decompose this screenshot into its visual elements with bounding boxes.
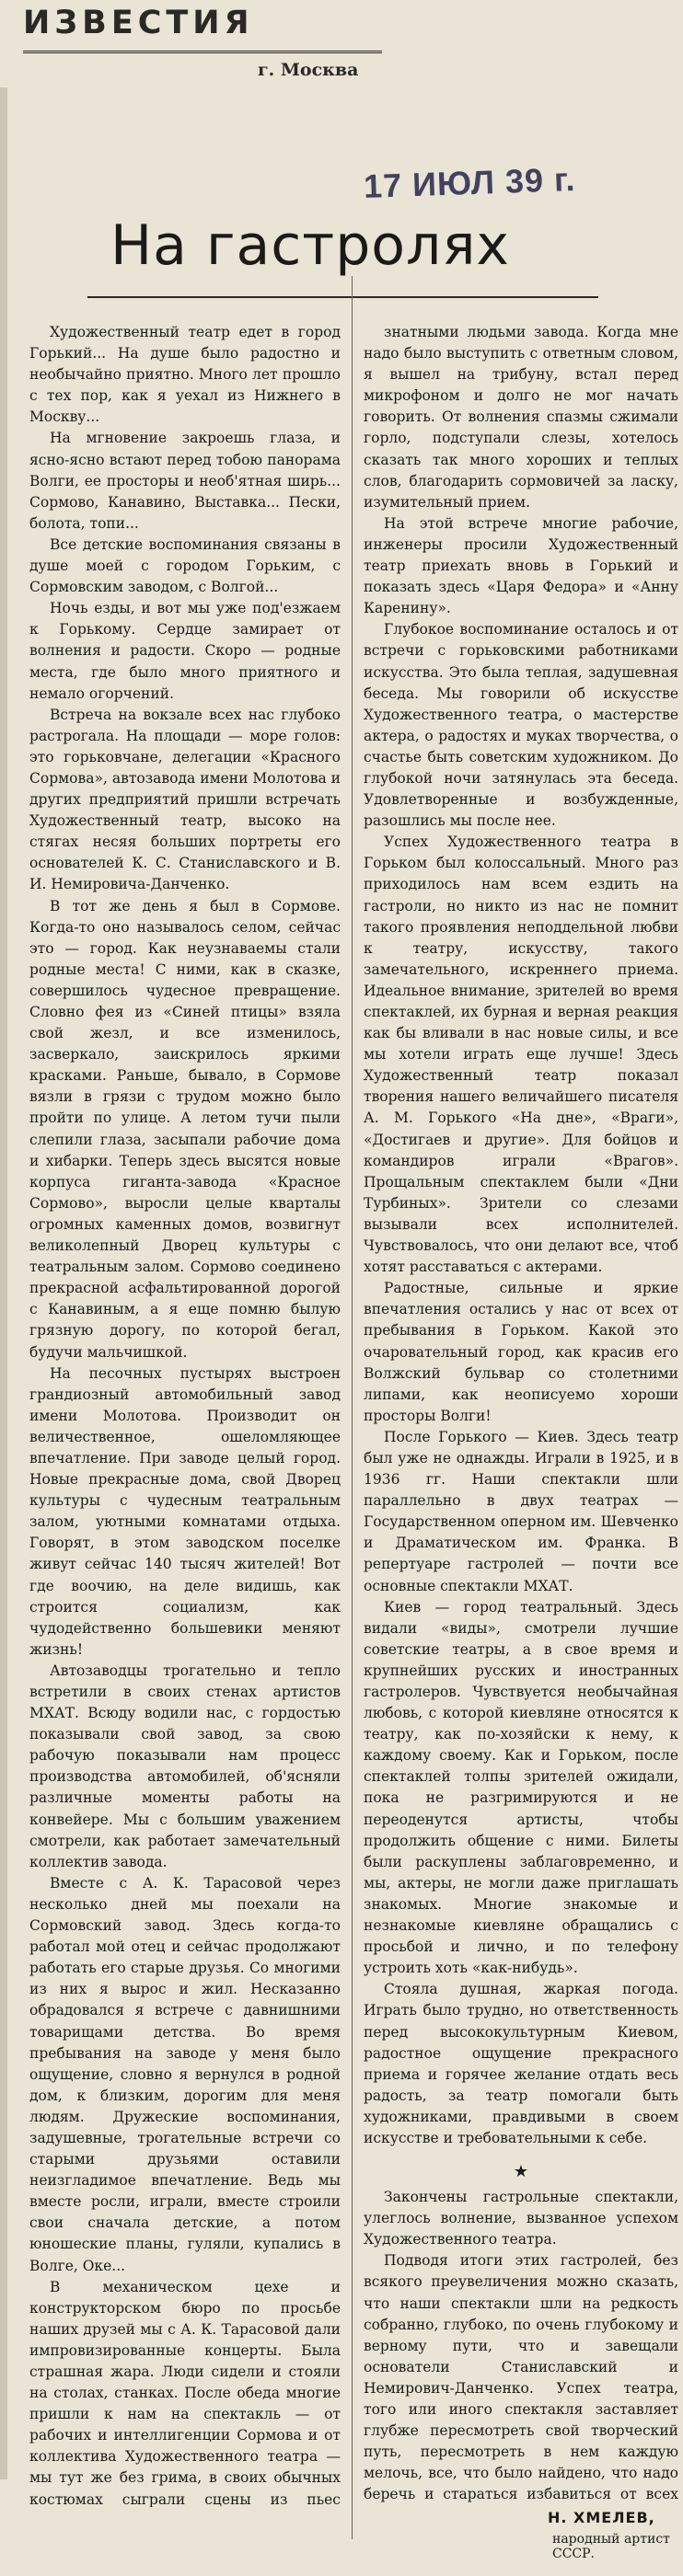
masthead-rule <box>23 51 382 53</box>
paragraph: знатными людьми завода. Когда мне надо было выступить с ответным словом, я вышел на трибуну, встал перед микрофоном и долго не мог начать говорить. От волнения спазмы сжимали горло, подступали слезы, хотелось сказать так много хороших и теплых слов, благодарить сормовичей за ласку, изумительный прием. <box>364 324 678 511</box>
article-column-2 <box>364 322 678 2502</box>
paragraph: В механическом цехе и конструкторском бюро по просьбе наших друзей мы с А. К. Тарасовой дали импровизированные концерты. Была страшная жара. Люди сидели и стояли на столах, станках. После обеда многие пришли к нам на спектакль — от рабочих и интеллигенции Сормова и от коллектива Художественного театра — мы тут же без грима, в своих обычных костюмах сыграли сцены из пьес <box>29 2278 341 2507</box>
article-headline: На гастролях <box>110 213 510 278</box>
paragraph: В тот же день я был в Сормове. Когда-то оно называлось селом, сейчас это — город. Как неузнаваемы стали родные места! С ними, как в сказке, совершилось чудесное превращение. Словно фея из «Синей птицы» взяла свой жезл, и все изменилось, засверкало, заискрилось яркими красками. Раньше, бывало, в Сормове вязли в грязи с трудом можно было пройти по улице. А летом тучи пыли слепили глаза, засыпали рабочие дома и хибарки. Теперь здесь высятся новые корпуса гиганта-завода «Красное Сормово», выросли целые кварталы огромных каменных домов, возвигнут великолепный Дворец культуры с театральным залом. Сормово соединено прекрасной асфальтированной дорогой с Канавиным, а я еще помню былую грязную дорогу, по которой бегал, будучи мальчишкой. <box>29 897 341 1361</box>
paragraph: На мгновение закроешь глаза, и ясно-ясно встают перед тобою панорама Волги, ее просторы и необ'ятная ширь... Сормово, Канавино, Выставка... Пески, болота, топи... <box>29 430 341 532</box>
paragraph: Художественный театр едет в город Горький... На душе было радостно и необычайно приятно. Много лет прошло с тех пор, как я уехал из Нижнего в Москву... <box>29 324 341 426</box>
paragraph: На этой встрече многие рабочие, инженеры просили Художественный театр приехать вновь в Горький и показать здесь «Царя Федора» и «Анну Каренину». <box>364 514 678 617</box>
masthead <box>23 5 382 80</box>
headline-rule <box>87 296 598 298</box>
paragraph: Успех Художественного театра в Горьком был колоссальный. Много раз приходилось нам всем ездить на гастроли, но никто из нас не помнит такого проявления неподдельной любви к театру, искусству, такого замечательного, искреннего приема. Идеальное внимание, зрителей во время спектаклей, их бурная и верная реакция как бы вливали в нас новые силы, и все мы хотели играть еще лучше! Здесь Художественный театр показал творения нашего величайшего писателя А. М. Горького «На дне», «Враги», «Достигаев и другие». Для бойцов и командиров играли «Врагов». Прощальным спектаклем были «Дни Турбиных». Зрители со слезами вызывали всех исполнителей. Чувствовалось, что они делают все, чтоб хотят расставаться с актерами. <box>364 834 678 1276</box>
column-divider <box>352 276 353 2539</box>
newspaper-name: ИЗВЕСТИЯ <box>23 5 254 41</box>
paragraph: Встреча на вокзале всех нас глубоко растрогала. На площади — море голов: это горьковчане, делегации «Красного Сормова», автозавода имени Молотова и других предприятий пришли встречать Художественный театр, высоко на стягах несяя больших портреты его основателей К. С. Станиславского и В. И. Немировича-Данченко. <box>29 706 341 893</box>
paragraph: Закончены гастрольные спектакли, улеглось волнение, вызванное успехом Художественного театра. <box>364 2189 678 2248</box>
paragraph: Стояла душная, жаркая погода. Играть было трудно, но ответственность перед высококультурным Киевом, радостное ощущение прекрасного приема и горячее желание отдать весь радость, за театр помогали быть художниками, правдивыми в своем искусстве и требовательными к себе. <box>364 1981 678 2146</box>
paragraph: На песочных пустырях выстроен грандиозный автомобильный завод имени Молотова. Производит он величественное, ошеломляющее впечатление. При заводе целый город. Новые прекрасные дома, свой Дворец культуры с чудесным театральным залом, уютными комнатами отдыха. Говорят, в этом заводском поселке живут сейчас 140 тысяч жителей! Вот где воочию, на деле видишь, как строится социализм, как чудодейственно большевики меняют жизнь! <box>29 1364 341 1658</box>
section-separator-star: ★ <box>513 2162 529 2182</box>
paragraph: Вместе с А. К. Тарасовой через несколько дней мы поехали на Сормовский завод. Здесь когда-то работал мой отец и сейчас продолжают работать его старые друзья. Со многими из них я вырос и жил. Несказанно обрадовался я встрече с давнишними товарищами детства. Во время пребывания на заводе у меня было ощущение, словно я вернулся в родной дом, к близким, дорогим для меня людям. Дружеские воспоминания, задушевные, трогательные встречи со старыми друзьями оставили неизгладимое впечатление. Ведь мы вместе росли, играли, вместе строили свои сначала детские, а потом юношеские планы, гуляли, купались в Волге, Оке... <box>29 1874 341 2274</box>
binding-margin <box>0 87 7 2479</box>
paragraph: Все детские воспоминания связаны в душе моей с городом Горьким, с Сормовским заводом, с Волгой... <box>29 535 341 596</box>
paragraph: Радостные, сильные и яркие впечатления остались у нас от всех от пребывания в Горьком. Какой это очаровательный город, как красив его Волжский бульвар со столетними липами, как неописуемо хороши просторы Волги! <box>364 1280 678 1424</box>
article-column-1 <box>29 322 341 2507</box>
paragraph: Автозаводцы трогательно и тепло встретили в своих стенах артистов МХАТ. Всюду водили нас, с гордостью показывали свой завод, за свою рабочую показывали нам процесс производства автомобилей, об'ясняли различные моменты работы на конвейере. Мы с большим уважением смотрели, как работает замечательный коллектив завода. <box>29 1662 341 1870</box>
author-signature: Н. ХМЕЛЕВ, <box>548 2509 655 2526</box>
paragraph: Ночь езды, и вот мы уже под'езжаем к Горькому. Сердце замирает от волнения и радости. Скоро — родные места, где было много приятного и немало огорчений. <box>29 600 341 702</box>
paragraph: Глубокое воспоминание осталось и от встречи с горьковскими работниками искусства. Это была теплая, задушевная беседа. Мы говорили об искусстве Художественного театра, о мастерстве актера, о радостях и муках творчества, о счастье быть советским художником. До глубокой ночи затянулась эта беседа. Удовлетворенные и возбужденные, разошлись мы после нее. <box>364 621 678 830</box>
paragraph: После Горького — Киев. Здесь театр был уже не однажды. Играли в 1925, и в 1936 гг. Наши спектакли шли параллельно в двух театрах — Государственном оперном им. Шевченко и Драматическом им. Франка. В репертуаре гастролей — почти все основные спектакли МХАТ. <box>364 1428 678 1594</box>
date-stamp: 17 ИЮЛ 39 г. <box>363 159 577 206</box>
author-title: народный артист СССР. <box>552 2532 670 2561</box>
paragraph: Подводя итоги этих гастролей, без всякого преувеличения можно сказать, что наши спектакли шли на редкость собранно, глубоко, по очень глубокому и верному пути, что и завещали основатели Станиславский и Немирович-Данченко. Успех театра, того или иного спектакля заставляет глубже пересмотреть свой творческий путь, пересмотреть в нем каждую мелочь, все, что было найдено, что надо беречь и стараться избавиться от всех <box>364 2252 678 2502</box>
masthead-city: г. Москва <box>258 60 359 80</box>
paragraph: Киев — город театральный. Здесь видали «виды», смотрели лучшие советские театры, а в свое время и крупнейших русских и иностранных гастролеров. Чувствуется необычайная любовь, с которой киевляне относятся к театру, как по-хозяйски к нему, к каждому своему. Как и Горьком, после спектаклей толпы зрителей ожидали, пока не разгримируются и не переоденутся артисты, чтобы продолжить общение с ними. Билеты были раскуплены заблаговременно, и мы, актеры, не могли даже приглашать знакомых. Многие знакомые и незнакомые киевляне обращались с просьбой и лично, и по телефону устроить хоть «как-нибудь». <box>364 1598 678 1977</box>
